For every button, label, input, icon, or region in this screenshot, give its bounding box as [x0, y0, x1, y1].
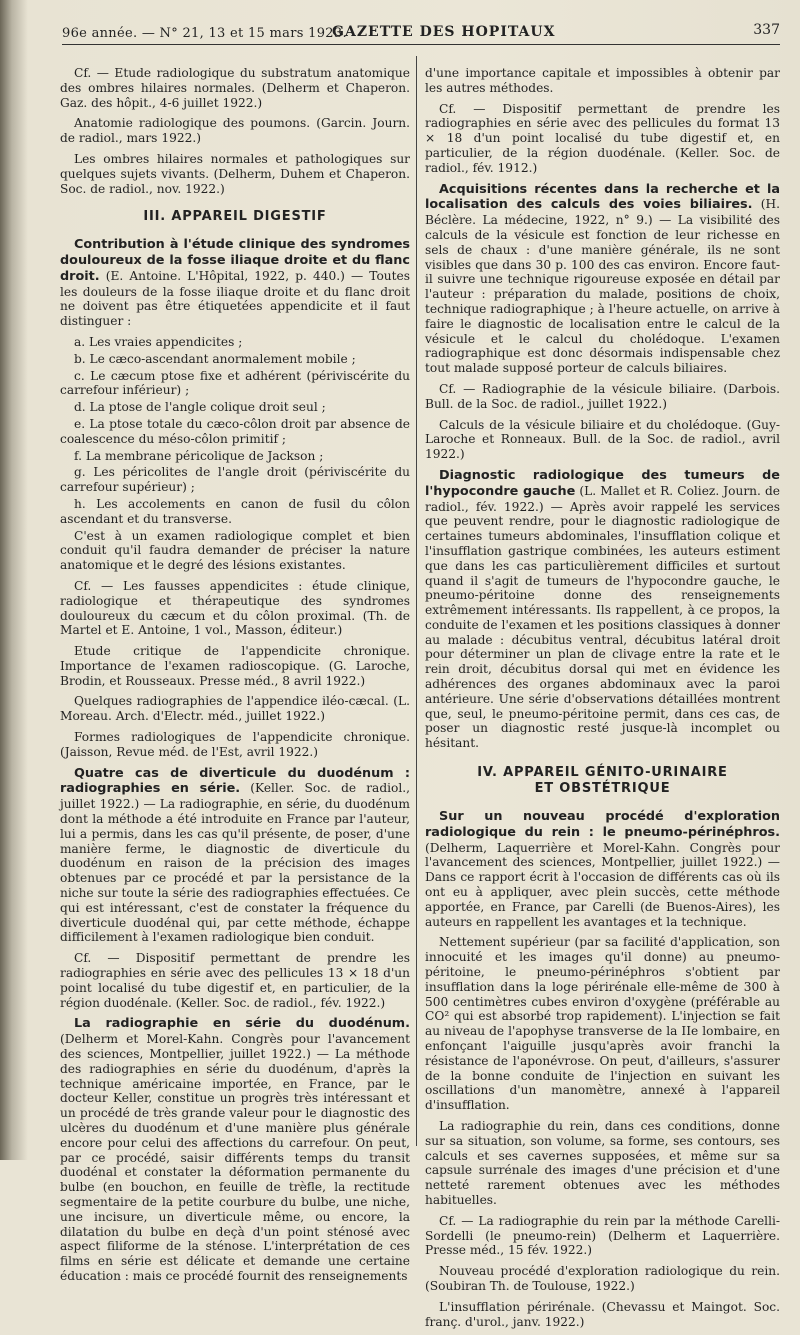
article: [425, 809, 780, 929]
article-title: Contribution à l'étude clinique des syndromes douloureux de la fosse iliaque droite et du flanc droit.: [60, 237, 410, 284]
paragraph: d'une importance capitale et impossibles à obtenir par les autres méthodes.: [425, 66, 780, 95]
section-heading: III. APPAREIL DIGESTIF: [143, 209, 327, 225]
article-body: (Delherm et Morel-Kahn. Congrès pour l'avancement des sciences, Montpellier, juillet 1922.) — La méthode des radiographies en série du duodénum, d'après la technique américaine importée, en France, par le docteur Keller, constitue un progrès très intéressant et un procédé de très grande valeur pour le diagnostic des ulcères du duodénum et d'une manière plus générale encore pour celui des affections du carrefour. On peut, par ce procédé, saisir différents temps du transit duodénal et constater la déformation permanente du bulbe (en bouchon, en feuille de trèfle, la rectitude segmentaire de la petite courbure du bulbe, une niche, une incisure, un diverticule même, ou encore, la dilatation du bulbe en deçà d'un point sténosé avec aspect filiforme de la sténose. L'interprétation de ces films en série est délicate et demande une certaine éducation : mais ce procédé fournit des renseignements: [60, 1032, 410, 1283]
article: [60, 237, 410, 329]
list-item: d. La ptose de l'angle colique droit seul ;: [74, 400, 326, 415]
paragraph: Nouveau procédé d'exploration radiologique du rein. (Soubiran Th. de Toulouse, 1922.): [425, 1264, 780, 1293]
paragraph: Formes radiologiques de l'appendicite chronique. (Jaisson, Revue méd. de l'Est, avril 1922.): [60, 730, 410, 759]
column-divider: [416, 56, 417, 1146]
paragraph: Quelques radiographies de l'appendice iléo-cæcal. (L. Moreau. Arch. d'Electr. méd., juillet 1922.): [60, 694, 410, 724]
paragraph: Cf. — Dispositif permettant de prendre les radiographies en série avec des pellicules 13 × 18 d'un point localisé du tube digestif et, en particulier, de la région duodénale. (Keller. Soc. de radiol., fév. 1922.): [60, 951, 410, 1010]
list-item: a. Les vraies appendicites ;: [74, 334, 243, 349]
article: [60, 766, 410, 946]
paragraph: Anatomie radiologique des poumons. (Garcin. Journ. de radiol., mars 1922.): [60, 116, 410, 146]
paragraph: Les ombres hilaires normales et pathologiques sur quelques sujets vivants. (Delherm, Duhem et Chaperon. Soc. de radiol., nov. 1922.): [60, 151, 410, 196]
paragraph: Nettement supérieur (par sa facilité d'application, son innocuité et les images qu'il donne) au pneumo-péritoine, le pneumo-périnéphros s'obtient par insufflation dans la loge périrénale elle-même de 300 à 500 centimètres cubes environ d'oxygène (préférable au CO² qui est absorbé trop rapidement). L'injection se fait au niveau de l'apophyse transverse de la IIe lombaire, en enfonçant l'aiguille jusqu'après avoir franchi la résistance de l'aponévrose. On peut, d'ailleurs, s'assurer de la bonne conduite de l'injection en suivant les oscillations d'un manomètre, annexé à l'appareil d'insufflation.: [425, 935, 780, 1113]
article-title: Diagnostic radiologique des tumeurs de l'hypocondre gauche: [425, 467, 780, 499]
paragraph: Cf. — Dispositif permettant de prendre les radiographies en série avec des pellicules du format 13 × 18 d'un point localisé du tube digestif et, en particulier, de la région duodénale. (Keller. Soc. de radiol., fév. 1912.): [425, 101, 780, 175]
paragraph: Cf. — Radiographie de la vésicule biliaire. (Darbois. Bull. de la Soc. de radiol., juillet 1922.): [425, 381, 780, 411]
right-column: [425, 66, 780, 1335]
article-body: (Keller. Soc. de radiol., juillet 1922.) — La radiographie, en série, du duodénum dont la méthode a été introduite en France par l'auteur, lui a permis, dans les cas qu'il présente, de poser, d'une manière ferme, le diagnostic de diverticule du duodénum en raison de la précision des images obtenues par ce procédé et par la persistance de la niche sur toute la série des radiographies effectuées. Ce qui est intéressant, c'est de constater la fréquence du diverticule duodénal qui, par cette méthode, échappe difficilement à l'examen radiologique bien conduit.: [60, 781, 411, 945]
page-number: 337: [753, 22, 780, 38]
list-item: b. Le cæco-ascendant anormalement mobile ;: [74, 351, 356, 366]
paragraph: C'est à un examen radiologique complet et bien conduit qu'il faudra demander de préciser la nature anatomique et le degré des lésions existantes.: [60, 528, 410, 573]
paragraph: Cf. — La radiographie du rein par la méthode Carelli-Sordelli (le pneumo-rein) (Delherm et Laquerrière. Presse méd., 15 fév. 1922.): [425, 1213, 780, 1258]
paragraph: Cf. — Les fausses appendicites : étude clinique, radiologique et thérapeutique des syndromes douloureux du cæcum et du côlon proximal. (Th. de Martel et E. Antoine, 1 vol., Masson, éditeur.): [60, 578, 410, 638]
journal-title: GAZETTE DES HOPITAUX: [332, 24, 556, 40]
list-item: g. Les péricolites de l'angle droit (périviscérite du carrefour supérieur) ;: [60, 465, 410, 495]
list-item: e. La ptose totale du cæco-côlon droit par absence de coalescence du méso-côlon primitif ;: [60, 416, 410, 446]
section-heading: [425, 765, 780, 797]
paragraph: Cf. — Etude radiologique du substratum anatomique des ombres hilaires normales. (Delherm et Chaperon. Gaz. des hôpit., 4-6 juillet 1922.): [60, 66, 410, 110]
article-title: Acquisitions récentes dans la recherche et la localisation des calculs des voies biliaires.: [425, 181, 780, 213]
article: [60, 1016, 410, 1283]
article: [425, 468, 780, 751]
page-header: [62, 18, 780, 45]
article-title: La radiographie en série du duodénum.: [74, 1016, 410, 1032]
paragraph: La radiographie du rein, dans ces conditions, donne sur sa situation, son volume, sa forme, ses contours, ses calculs et ses cavernes supposées, et même sur sa capsule surrénale des images d'une précision et d'une netteté rarement obtenues avec les méthodes habituelles.: [425, 1119, 780, 1207]
paragraph: L'insufflation périrénale. (Chevassu et Maingot. Soc. franç. d'urol., janv. 1922.): [425, 1299, 780, 1329]
article-title: Quatre cas de diverticule du duodénum : radiographies en série.: [60, 765, 410, 797]
paragraph: Etude critique de l'appendicite chronique. Importance de l'examen radioscopique. (G. Laroche, Brodin, et Rousseaux. Presse méd., 8 avril 1922.): [60, 644, 410, 688]
article-body: (E. Antoine. L'Hôpital, 1922, p. 440.) — Toutes les douleurs de la fosse iliaque droite et du flanc droit ne doivent pas être étiquetées appendicite et il faut distinguer :: [60, 268, 410, 329]
article-body: (L. Mallet et R. Coliez. Journ. de radiol., fév. 1922.) — Après avoir rappelé les services que peuvent rendre, pour le diagnostic radiologique de certaines tumeurs abdominales, l'insufflation colique et l'insufflation gastrique combinées, les auteurs estiment que dans les cas particulièrement difficiles et surtout quand il s'agit de tumeurs de l'hypocondre gauche, le pneumo-péritoine donne des renseignements extrêmement intéressants. Ils rappellent, à ce propos, la conduite de l'examen et les positions classiques à donner au malade : décubitus ventral, décubitus latéral droit pour déterminer un plan de clivage entre la rate et le rein droit, décubitus dorsal qui met en évidence les adhérences des organes abdominaux avec la paroi antérieure. Une série d'observations détaillées montrent que, seul, le pneumo-péritoine permit, dans ces cas, de poser un diagnostic resté jusque-là incomplet ou hésitant.: [425, 483, 781, 751]
list-item: h. Les accolements en canon de fusil du côlon ascendant et du transverse.: [60, 496, 410, 526]
paragraph: Calculs de la vésicule biliaire et du cholédoque. (Guy-Laroche et Ronneaux. Bull. de la Soc. de radiol., avril 1922.): [425, 417, 780, 462]
left-column: [60, 66, 410, 1290]
article-body: (Delherm, Laquerrière et Morel-Kahn. Congrès pour l'avancement des sciences, Montpellier, juillet 1922.) — Dans ce rapport écrit à l'occasion de différents cas où ils ont eu à appliquer, avec plein succès, cette méthode apportée, en France, par Carelli (de Buenos-Aires), les auteurs en rappellent les avantages et la technique.: [425, 840, 780, 929]
article-body: (H. Béclère. La médecine, 1922, n° 9.) — La visibilité des calculs de la vésicule est fonction de leur richesse en sels de chaux : d'une manière générale, ils ne sont visibles que dans 30 p. 100 des cas environ. Encore faut-il suivre une technique rigoureuse exposée en détail par l'auteur : préparation du malade, positions de choix, technique radiographique ; à l'heure actuelle, on arrive à faire le diagnostic de localisation entre le calcul de la vésicule et le calcul du cholédoque. L'examen radiographique est donc désormais indispensable chez tout malade supposé porteur de calculs biliaires.: [425, 197, 781, 376]
issue-info: 96e année. — N° 21, 13 et 15 mars 1923.: [62, 26, 347, 41]
diagnosis-list: [60, 335, 410, 527]
section-heading-line: ET OBSTÉTRIQUE: [534, 781, 671, 797]
article: [425, 182, 780, 376]
list-item: f. La membrane péricolique de Jackson ;: [74, 448, 324, 463]
list-item: c. Le cæcum ptose fixe et adhérent (périviscérite du carrefour inférieur) ;: [60, 368, 410, 398]
section-heading-line: IV. APPAREIL GÉNITO-URINAIRE: [477, 765, 728, 781]
article-title: Sur un nouveau procédé d'exploration radiologique du rein : le pneumo-périnéphros.: [425, 809, 780, 840]
